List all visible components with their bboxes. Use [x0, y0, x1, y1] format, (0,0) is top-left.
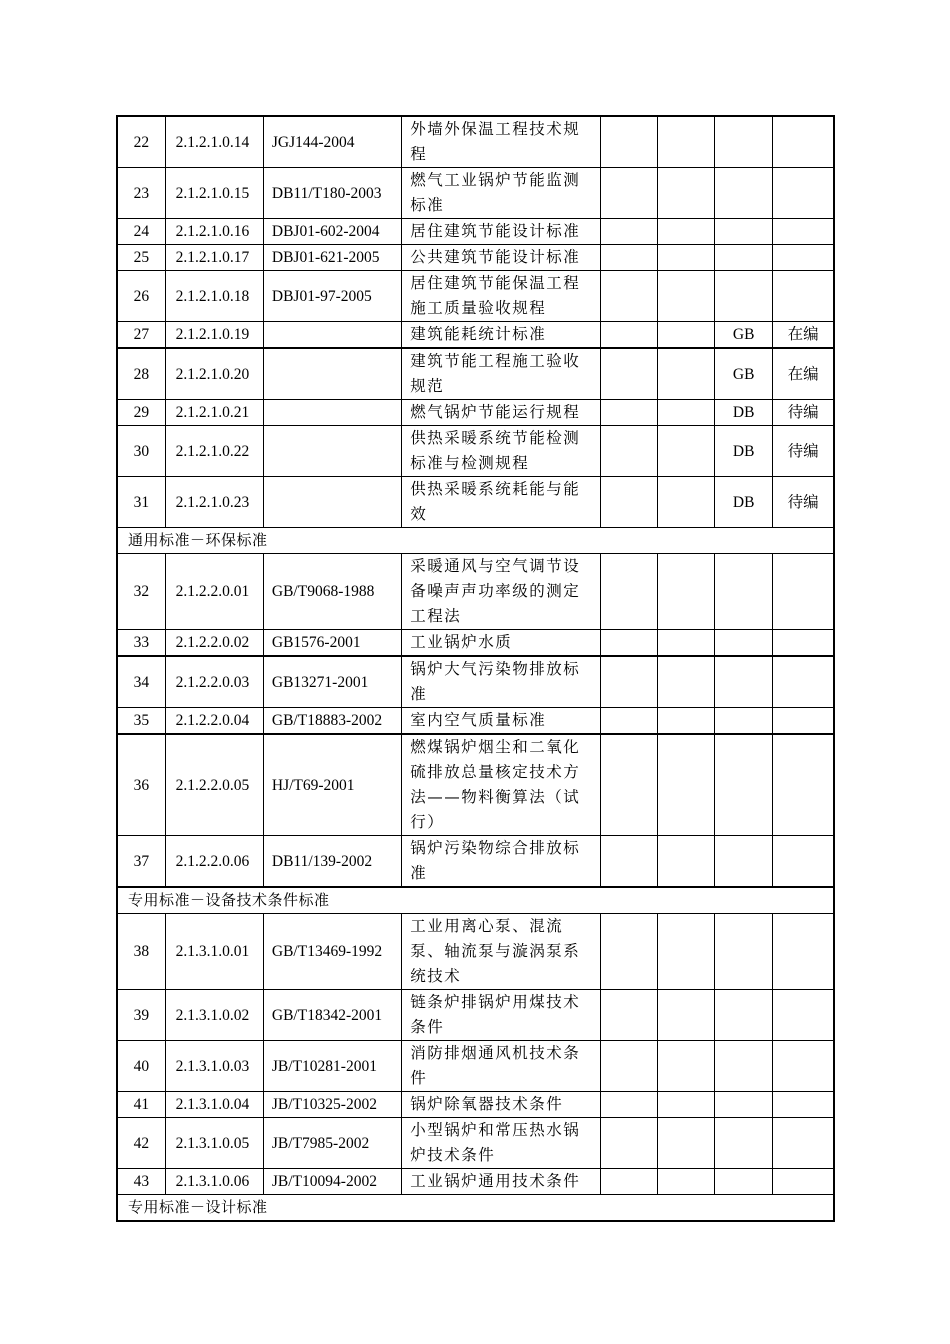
- row-blank-cell-1: [600, 708, 657, 735]
- row-standard-number: JB/T10281-2001: [263, 1041, 401, 1092]
- standards-table: [116, 115, 835, 1222]
- row-code: 2.1.3.1.0.03: [165, 1041, 263, 1092]
- row-standard-name: 工业锅炉通用技术条件: [402, 1169, 601, 1195]
- row-blank-cell-2: [657, 1169, 714, 1195]
- row-standard-number: [263, 348, 401, 400]
- row-level: GB: [715, 322, 773, 349]
- row-blank-cell-2: [657, 245, 714, 271]
- row-blank-cell-2: [657, 734, 714, 836]
- row-blank-cell-2: [657, 348, 714, 400]
- table-row: [117, 708, 834, 735]
- table-row: [117, 168, 834, 219]
- row-standard-name: 工业用离心泵、混流泵、轴流泵与漩涡泵系统技术: [402, 914, 601, 990]
- row-level: [715, 219, 773, 245]
- row-number: 36: [117, 734, 165, 836]
- section-header-row: [117, 887, 834, 914]
- row-code: 2.1.2.1.0.20: [165, 348, 263, 400]
- row-code: 2.1.3.1.0.04: [165, 1092, 263, 1118]
- section-header-row: [117, 528, 834, 554]
- section-title: 专用标准－设计标准: [117, 1195, 834, 1222]
- table-row: [117, 1092, 834, 1118]
- row-number: 40: [117, 1041, 165, 1092]
- row-standard-name: 燃气锅炉节能运行规程: [402, 400, 601, 426]
- row-standard-name: 锅炉污染物综合排放标准: [402, 836, 601, 888]
- table-row: [117, 554, 834, 630]
- row-status: [773, 219, 834, 245]
- row-code: 2.1.3.1.0.02: [165, 990, 263, 1041]
- row-number: 31: [117, 477, 165, 528]
- row-blank-cell-1: [600, 400, 657, 426]
- row-level: [715, 990, 773, 1041]
- table-row: [117, 400, 834, 426]
- row-blank-cell-1: [600, 1169, 657, 1195]
- row-level: [715, 271, 773, 322]
- row-blank-cell-1: [600, 734, 657, 836]
- row-blank-cell-2: [657, 914, 714, 990]
- row-standard-name: 居住建筑节能保温工程施工质量验收规程: [402, 271, 601, 322]
- row-status: [773, 836, 834, 888]
- row-level: DB: [715, 426, 773, 477]
- row-code: 2.1.2.1.0.21: [165, 400, 263, 426]
- row-status: [773, 990, 834, 1041]
- row-blank-cell-1: [600, 322, 657, 349]
- row-code: 2.1.2.2.0.06: [165, 836, 263, 888]
- row-blank-cell-2: [657, 219, 714, 245]
- row-status: 待编: [773, 477, 834, 528]
- row-code: 2.1.2.2.0.05: [165, 734, 263, 836]
- row-status: [773, 656, 834, 708]
- row-blank-cell-1: [600, 116, 657, 168]
- row-standard-name: 燃煤锅炉烟尘和二氧化硫排放总量核定技术方法——物料衡算法（试行）: [402, 734, 601, 836]
- row-number: 23: [117, 168, 165, 219]
- row-blank-cell-2: [657, 656, 714, 708]
- table-row: [117, 322, 834, 349]
- table-row: [117, 116, 834, 168]
- row-standard-name: 工业锅炉水质: [402, 630, 601, 657]
- row-code: 2.1.2.2.0.01: [165, 554, 263, 630]
- row-standard-number: GB/T9068-1988: [263, 554, 401, 630]
- row-standard-number: GB/T18342-2001: [263, 990, 401, 1041]
- row-level: [715, 554, 773, 630]
- row-level: DB: [715, 477, 773, 528]
- row-status: [773, 1118, 834, 1169]
- row-standard-number: JGJ144-2004: [263, 116, 401, 168]
- row-standard-number: JB/T10325-2002: [263, 1092, 401, 1118]
- row-standard-name: 锅炉大气污染物排放标准: [402, 656, 601, 708]
- row-number: 34: [117, 656, 165, 708]
- row-blank-cell-2: [657, 1092, 714, 1118]
- row-code: 2.1.2.1.0.15: [165, 168, 263, 219]
- row-blank-cell-2: [657, 554, 714, 630]
- row-number: 25: [117, 245, 165, 271]
- row-standard-number: [263, 426, 401, 477]
- row-standard-number: [263, 477, 401, 528]
- row-code: 2.1.2.2.0.03: [165, 656, 263, 708]
- row-status: [773, 271, 834, 322]
- row-code: 2.1.2.1.0.16: [165, 219, 263, 245]
- row-standard-number: GB/T18883-2002: [263, 708, 401, 735]
- table-row: [117, 477, 834, 528]
- table-row: [117, 219, 834, 245]
- row-status: [773, 168, 834, 219]
- row-status: 待编: [773, 400, 834, 426]
- row-standard-name: 链条炉排锅炉用煤技术条件: [402, 990, 601, 1041]
- row-blank-cell-1: [600, 271, 657, 322]
- row-blank-cell-1: [600, 836, 657, 888]
- row-blank-cell-1: [600, 1118, 657, 1169]
- row-blank-cell-2: [657, 1118, 714, 1169]
- row-number: 29: [117, 400, 165, 426]
- row-standard-name: 锅炉除氧器技术条件: [402, 1092, 601, 1118]
- row-code: 2.1.2.1.0.17: [165, 245, 263, 271]
- row-code: 2.1.3.1.0.06: [165, 1169, 263, 1195]
- row-blank-cell-1: [600, 914, 657, 990]
- row-standard-name: 供热采暖系统耗能与能效: [402, 477, 601, 528]
- row-standard-number: DB11/139-2002: [263, 836, 401, 888]
- row-status: 在编: [773, 348, 834, 400]
- table-row: [117, 630, 834, 657]
- row-number: 35: [117, 708, 165, 735]
- row-blank-cell-2: [657, 836, 714, 888]
- table-row: [117, 914, 834, 990]
- row-blank-cell-2: [657, 426, 714, 477]
- row-number: 32: [117, 554, 165, 630]
- row-blank-cell-1: [600, 1092, 657, 1118]
- row-status: [773, 554, 834, 630]
- row-level: [715, 734, 773, 836]
- row-blank-cell-1: [600, 245, 657, 271]
- row-level: [715, 1169, 773, 1195]
- row-code: 2.1.2.1.0.23: [165, 477, 263, 528]
- row-standard-name: 公共建筑节能设计标准: [402, 245, 601, 271]
- row-standard-number: [263, 400, 401, 426]
- table-row: [117, 990, 834, 1041]
- row-status: [773, 1169, 834, 1195]
- table-row: [117, 734, 834, 836]
- row-number: 24: [117, 219, 165, 245]
- row-blank-cell-2: [657, 630, 714, 657]
- row-level: GB: [715, 348, 773, 400]
- row-code: 2.1.3.1.0.01: [165, 914, 263, 990]
- row-blank-cell-2: [657, 116, 714, 168]
- row-level: [715, 708, 773, 735]
- table-row: [117, 836, 834, 888]
- row-blank-cell-1: [600, 168, 657, 219]
- section-header-row: [117, 1195, 834, 1222]
- row-standard-number: GB13271-2001: [263, 656, 401, 708]
- row-code: 2.1.2.1.0.18: [165, 271, 263, 322]
- row-level: DB: [715, 400, 773, 426]
- section-title: 专用标准－设备技术条件标准: [117, 887, 834, 914]
- row-standard-name: 小型锅炉和常压热水锅炉技术条件: [402, 1118, 601, 1169]
- row-number: 27: [117, 322, 165, 349]
- row-blank-cell-2: [657, 990, 714, 1041]
- row-blank-cell-2: [657, 322, 714, 349]
- row-code: 2.1.2.1.0.14: [165, 116, 263, 168]
- row-blank-cell-1: [600, 219, 657, 245]
- row-status: [773, 734, 834, 836]
- row-status: [773, 630, 834, 657]
- row-code: 2.1.2.2.0.02: [165, 630, 263, 657]
- row-status: [773, 245, 834, 271]
- row-number: 41: [117, 1092, 165, 1118]
- row-level: [715, 656, 773, 708]
- row-blank-cell-2: [657, 1041, 714, 1092]
- row-code: 2.1.3.1.0.05: [165, 1118, 263, 1169]
- row-standard-name: 采暖通风与空气调节设备噪声声功率级的测定工程法: [402, 554, 601, 630]
- table-row: [117, 245, 834, 271]
- row-number: 26: [117, 271, 165, 322]
- row-status: [773, 1092, 834, 1118]
- row-standard-number: JB/T7985-2002: [263, 1118, 401, 1169]
- row-level: [715, 914, 773, 990]
- table-row: [117, 426, 834, 477]
- row-status: 待编: [773, 426, 834, 477]
- row-blank-cell-1: [600, 426, 657, 477]
- row-standard-number: DBJ01-97-2005: [263, 271, 401, 322]
- row-number: 43: [117, 1169, 165, 1195]
- table-row: [117, 1118, 834, 1169]
- row-code: 2.1.2.1.0.19: [165, 322, 263, 349]
- row-blank-cell-1: [600, 1041, 657, 1092]
- row-number: 42: [117, 1118, 165, 1169]
- row-level: [715, 245, 773, 271]
- row-blank-cell-1: [600, 477, 657, 528]
- row-standard-name: 外墙外保温工程技术规程: [402, 116, 601, 168]
- row-status: 在编: [773, 322, 834, 349]
- row-standard-number: [263, 322, 401, 349]
- row-blank-cell-1: [600, 630, 657, 657]
- row-level: [715, 836, 773, 888]
- row-standard-name: 供热采暖系统节能检测标准与检测规程: [402, 426, 601, 477]
- row-level: [715, 168, 773, 219]
- table-row: [117, 271, 834, 322]
- row-status: [773, 116, 834, 168]
- row-level: [715, 1118, 773, 1169]
- table-row: [117, 656, 834, 708]
- row-standard-number: GB1576-2001: [263, 630, 401, 657]
- row-number: 39: [117, 990, 165, 1041]
- row-level: [715, 1092, 773, 1118]
- row-status: [773, 708, 834, 735]
- table-row: [117, 1041, 834, 1092]
- row-code: 2.1.2.1.0.22: [165, 426, 263, 477]
- row-standard-number: DBJ01-621-2005: [263, 245, 401, 271]
- table-row: [117, 348, 834, 400]
- row-number: 33: [117, 630, 165, 657]
- row-standard-number: DBJ01-602-2004: [263, 219, 401, 245]
- row-blank-cell-1: [600, 656, 657, 708]
- row-blank-cell-2: [657, 271, 714, 322]
- row-standard-name: 消防排烟通风机技术条件: [402, 1041, 601, 1092]
- row-blank-cell-2: [657, 708, 714, 735]
- row-status: [773, 914, 834, 990]
- row-standard-name: 建筑能耗统计标准: [402, 322, 601, 349]
- row-blank-cell-2: [657, 477, 714, 528]
- row-standard-name: 建筑节能工程施工验收规范: [402, 348, 601, 400]
- row-number: 22: [117, 116, 165, 168]
- section-title: 通用标准－环保标准: [117, 528, 834, 554]
- row-blank-cell-1: [600, 554, 657, 630]
- row-standard-number: GB/T13469-1992: [263, 914, 401, 990]
- row-standard-name: 室内空气质量标准: [402, 708, 601, 735]
- row-number: 38: [117, 914, 165, 990]
- row-standard-name: 燃气工业锅炉节能监测标准: [402, 168, 601, 219]
- row-standard-number: HJ/T69-2001: [263, 734, 401, 836]
- row-level: [715, 1041, 773, 1092]
- row-standard-number: JB/T10094-2002: [263, 1169, 401, 1195]
- row-number: 37: [117, 836, 165, 888]
- row-blank-cell-2: [657, 400, 714, 426]
- row-standard-number: DB11/T180-2003: [263, 168, 401, 219]
- table-body: [117, 116, 834, 1221]
- row-blank-cell-2: [657, 168, 714, 219]
- row-standard-name: 居住建筑节能设计标准: [402, 219, 601, 245]
- row-code: 2.1.2.2.0.04: [165, 708, 263, 735]
- row-level: [715, 116, 773, 168]
- row-blank-cell-1: [600, 990, 657, 1041]
- row-blank-cell-1: [600, 348, 657, 400]
- standards-table-page: [116, 115, 835, 1222]
- row-number: 30: [117, 426, 165, 477]
- table-row: [117, 1169, 834, 1195]
- row-level: [715, 630, 773, 657]
- row-number: 28: [117, 348, 165, 400]
- row-status: [773, 1041, 834, 1092]
